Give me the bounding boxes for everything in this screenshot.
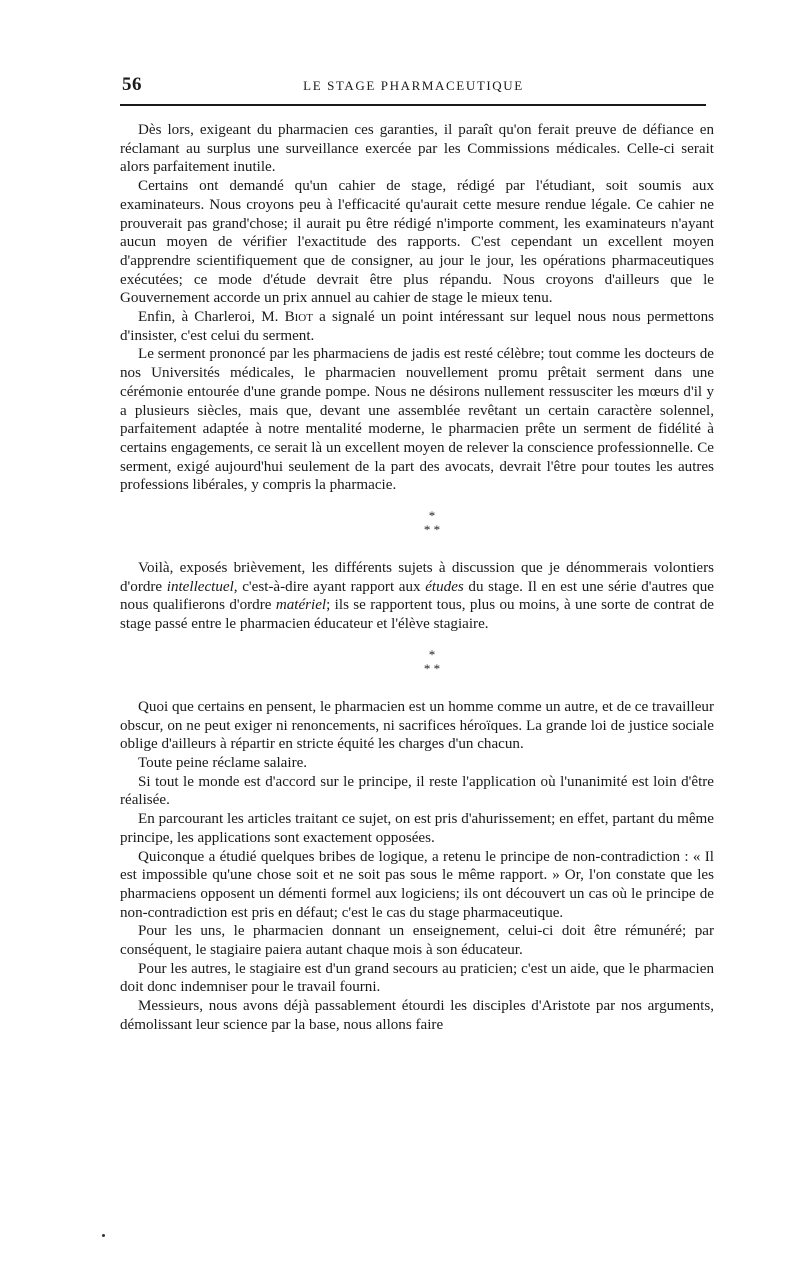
emphasis: intellectuel, — [166, 578, 238, 595]
paragraph: Quoi que certains en pensent, le pharmacien est un homme comme un autre, et de ce travailleur obscur, on ne peut exiger ni renoncements, ni sacrifices héroïques. La grande loi de justice sociale oblige d'ailleurs à répartir en stricte équité les charges d'un chacun. — [120, 698, 714, 753]
paragraph: Certains ont demandé qu'un cahier de stage, rédigé par l'étudiant, soit soumis aux examinateurs. Nous croyons peu à l'efficacité qu'aurait cette mesure rendue légale. Ce cahier ne prouverait pas grand'chose; il aurait pu être rédigé n'importe comment, les examinateurs n'ayant aucun moyen de vérifier l'exactitude des rapports. C'est cependant un excellent moyen d'apprendre scientifiquement que de consigner, au jour le jour, les opérations pharmaceutiques exécutées; ce mode d'étude devrait être plus répandu. Nous croyons d'ailleurs que le Gouvernement accorde un prix annuel au cahier de stage le mieux tenu. — [120, 178, 714, 307]
body-text — [120, 121, 714, 1035]
asterism-top: * — [428, 508, 436, 524]
text-run: Voilà, exposés brièvement, les différents sujets à discussion que je dénommerais volontiers d'ordre — [120, 560, 714, 595]
header-rule — [120, 104, 706, 106]
text-run: ; ils se rapportent tous, plus ou moins, à une sorte de contrat de stage passé entre le pharmacien éducateur et l'élève stagiaire. — [120, 597, 714, 633]
page-header — [122, 74, 705, 98]
paragraph-biot — [120, 308, 714, 345]
paragraph: En parcourant les articles traitant ce sujet, on est pris d'ahurissement; en effet, partant du même principe, les applications sont exactement opposées. — [120, 811, 714, 846]
paragraph: Pour les uns, le pharmacien donnant un enseignement, celui-ci doit être rémunéré; par conséquent, le stagiaire paiera autant chaque mois à son éducateur. — [120, 923, 714, 959]
emphasis: matériel — [275, 597, 327, 614]
paragraph-voila — [120, 559, 714, 634]
print-speck — [102, 1234, 105, 1237]
asterism-top: * — [428, 646, 436, 662]
asterism-bottom: * * — [423, 522, 441, 538]
author-name: Biot — [284, 309, 313, 326]
paragraph: Messieurs, nous avons déjà passablement étourdi les disciples d'Aristote par nos arguments, démolissant leur science par la base, nous allons faire — [120, 998, 714, 1033]
paragraph: Pour les autres, le stagiaire est d'un grand secours au praticien; c'est un aide, que le pharmacien doit donc indemniser pour le travail fourni. — [120, 960, 714, 996]
paragraph: Dès lors, exigeant du pharmacien ces garanties, il paraît qu'on ferait preuve de défiance en réclamant au surplus une surveillance exercée par les Commissions médicales. Celle-ci serait alors parfaitement inutile. — [120, 122, 714, 176]
text-run: c'est-à-dire ayant rapport aux — [237, 578, 426, 595]
running-title: LE STAGE PHARMACEUTIQUE — [303, 78, 524, 93]
paragraph: Si tout le monde est d'accord sur le principe, il reste l'application où l'unanimité est loin d'être réalisée. — [120, 773, 714, 809]
page-number: 56 — [122, 74, 142, 95]
paragraph: Le serment prononcé par les pharmaciens de jadis est resté célèbre; tout comme les docteurs de nos Universités médicales, le pharmacien nouvellement promu prêtait serment dans une cérémonie entourée d'une grande pompe. Nous ne désirons nullement ressusciter les mœurs d'il y a plusieurs siècles, mais que, devant une assemblée revêtant un certain caractère solennel, parfaitement adaptée à notre mentalité moderne, le pharmacien prête un serment de fidélité à certains engagements, ce serait là un excellent moyen de relever la conscience professionnelle. Ce serment, exigé aujourd'hui seulement de la part des avocats, devrait l'être pour toutes les autres professions libérales, y compris la pharmacie. — [120, 346, 714, 494]
section-asterism — [120, 509, 714, 537]
text-run: Enfin, à Charleroi, M. — [138, 309, 285, 326]
text-run: du stage. Il en est une série d'autres que nous qualifierons d'ordre — [120, 578, 714, 614]
paragraph: Quiconque a étudié quelques bribes de logique, a retenu le principe de non-contradiction : « Il est impossible qu'une chose soit et ne soit pas sous le même rapport. » Or, l'on constate que les pharmaciens opposent un démenti formel aux logiciens; ils ont découvert un cas où le principe de non-contradiction est pris en défaut; c'est le cas du stage pharmaceutique. — [120, 848, 714, 921]
emphasis: études — [425, 578, 464, 595]
paragraph: Toute peine réclame salaire. — [138, 754, 308, 771]
section-asterism — [120, 648, 714, 676]
asterism-bottom: * * — [423, 660, 441, 676]
text-run: a signalé un point intéressant sur lequel nous nous permettons d'insister, c'est celui du serment. — [120, 309, 715, 344]
